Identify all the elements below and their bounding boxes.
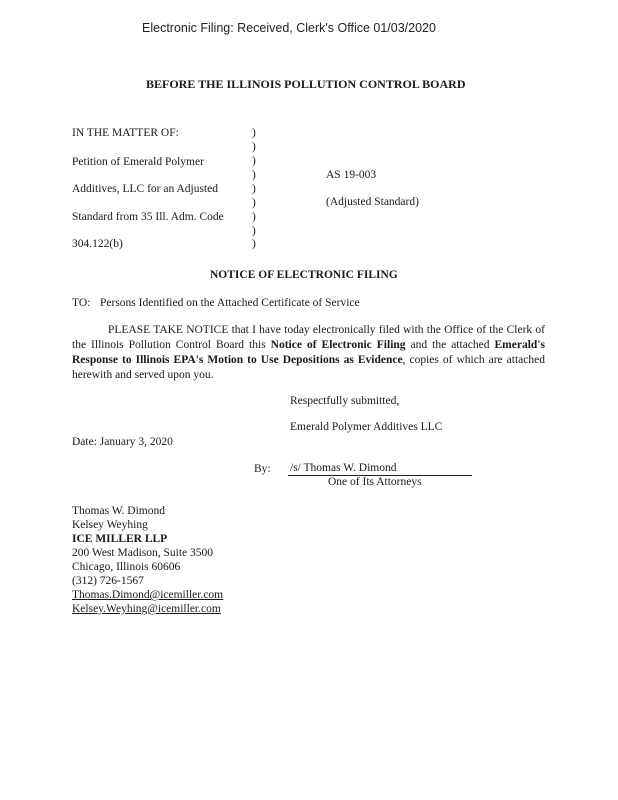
caption-paren: )	[252, 225, 256, 237]
caption-paren: )	[252, 183, 256, 195]
to-label: TO:	[72, 297, 91, 309]
case-number: AS 19-003	[326, 169, 377, 181]
board-heading: BEFORE THE ILLINOIS POLLUTION CONTROL BOARD	[146, 77, 466, 91]
notice-paragraph	[72, 323, 545, 383]
firm-phone: (312) 726-1567	[72, 575, 144, 587]
firm-address-2: Chicago, Illinois 60606	[72, 561, 181, 573]
firm-address-1: 200 West Madison, Suite 3500	[72, 547, 214, 559]
caption-paren: )	[252, 169, 256, 181]
caption-paren: )	[252, 197, 256, 209]
email-link-weyhing[interactable]: Kelsey.Weyhing@icemiller.com	[72, 603, 221, 615]
respectfully-submitted: Respectfully submitted,	[290, 395, 400, 407]
notice-text: PLEASE TAKE NOTICE that I have today electronically filed with the Office of the Clerk of the Illinois Pollution Control Board this	[72, 324, 545, 351]
petition-line-2: Additives, LLC for an Adjusted	[72, 183, 218, 195]
notice-doc-title: Notice of Electronic Filing	[270, 339, 406, 351]
petition-line-4: 304.122(b)	[72, 238, 123, 250]
filing-stamp: Electronic Filing: Received, Clerk's Office 01/03/2020	[142, 21, 436, 35]
petition-line-3: Standard from 35 Ill. Adm. Code	[72, 211, 224, 223]
caption-paren: )	[252, 238, 256, 250]
firm-name: ICE MILLER LLP	[72, 533, 168, 545]
to-text: Persons Identified on the Attached Certificate of Service	[100, 297, 360, 309]
signature: /s/ Thomas W. Dimond	[290, 462, 397, 474]
caption-paren: )	[252, 211, 256, 223]
counsel-name-1: Thomas W. Dimond	[72, 505, 165, 517]
caption-paren: )	[252, 127, 256, 139]
notice-text: , copies of which are attached herewith and served upon you.	[72, 354, 545, 381]
email-link-dimond[interactable]: Thomas.Dimond@icemiller.com	[72, 589, 224, 601]
filing-date: Date: January 3, 2020	[72, 436, 173, 448]
matter-line: IN THE MATTER OF:	[72, 127, 179, 139]
caption-paren: )	[252, 155, 256, 167]
notice-text: and the attached	[405, 339, 495, 351]
notice-title: NOTICE OF ELECTRONIC FILING	[210, 269, 398, 281]
petition-line-1: Petition of Emerald Polymer	[72, 156, 204, 168]
by-label: By:	[254, 463, 271, 475]
case-type: (Adjusted Standard)	[326, 196, 419, 208]
counsel-name-2: Kelsey Weyhing	[72, 519, 148, 531]
caption-paren: )	[252, 141, 256, 153]
attorneys-label: One of Its Attorneys	[328, 476, 422, 488]
company-name: Emerald Polymer Additives LLC	[290, 421, 443, 433]
response-doc-title: Emerald's Response to Illinois EPA's Motion to Use Depositions as Evidence	[72, 339, 545, 366]
